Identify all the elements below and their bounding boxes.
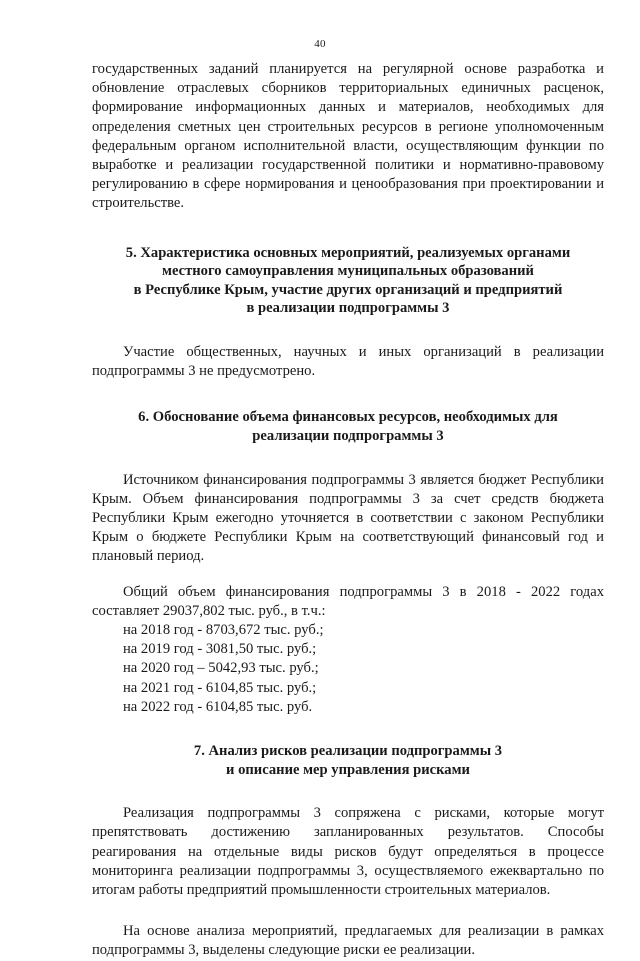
funding-year-item: на 2018 год - 8703,672 тыс. руб.; xyxy=(123,622,324,639)
section-7-paragraph-2: На основе анализа мероприятий, предлагаемых для реализации в рамках подпрограммы 3, выделены следующие риски ее реализации. xyxy=(92,923,604,959)
section-7-heading-line: и описание мер управления рисками xyxy=(226,761,470,778)
section-6-heading-line: реализации подпрограммы 3 xyxy=(252,428,444,444)
funding-year-item: на 2020 год – 5042,93 тыс. руб.; xyxy=(123,660,319,677)
section-6-heading-line: 6. Обоснование объема финансовых ресурсов, необходимых для xyxy=(138,409,558,426)
section-6-heading xyxy=(92,408,604,445)
page-content xyxy=(92,60,604,961)
section-6-paragraph-2: Общий объем финансирования подпрограммы 3 в 2018 - 2022 годах составляет 29037,802 тыс. руб., в т.ч.: xyxy=(92,583,604,619)
section-6-paragraph-1: Источником финансирования подпрограммы 3 является бюджет Республики Крым. Объем финансирования подпрограммы 3 за счет средств бюджета Республики Крым ежегодно уточняется в соответствии с законом Республики Крым о бюджете Республики Крым на соответствующий финансовый год и плановый период. xyxy=(92,471,604,565)
section-5-heading-line: 5. Характеристика основных мероприятий, реализуемых органами xyxy=(125,244,571,261)
section-5-heading-line: в реализации подпрограммы 3 xyxy=(246,300,450,317)
section-5-heading-line: местного самоуправления муниципальных образований xyxy=(162,263,534,280)
section-5-heading xyxy=(92,244,604,318)
section-5-heading-line: в Республике Крым, участие других организаций и предприятий xyxy=(133,281,563,298)
intro-paragraph: государственных заданий планируется на регулярной основе разработка и обновление отраслевых сборников территориальных единичных расценок, формирование информационных данных и материалов, необходимых для определения сметных цен строительных ресурсов в регионе уполномоченным федеральным органом исполнительной власти, осуществляющим функции по выработке и реализации государственной политики и нормативно-правовому регулированию в сфере нормирования и ценообразования при проектировании и строительстве. xyxy=(92,61,604,212)
page-number: 40 xyxy=(314,38,326,50)
funding-year-item: на 2019 год - 3081,50 тыс. руб.; xyxy=(123,641,317,658)
funding-by-year-list xyxy=(92,621,604,717)
section-7-heading-line: 7. Анализ рисков реализации подпрограммы 3 xyxy=(193,743,503,760)
section-5-paragraph: Участие общественных, научных и иных организаций в реализации подпрограммы 3 не предусмотрено. xyxy=(92,344,604,380)
section-7-paragraph-1: Реализация подпрограммы 3 сопряжена с рисками, которые могут препятствовать достижению запланированных результатов. Способы реагирования на отдельные виды рисков будут определяться в процессе мониторинга реализации подпрограммы 3, осуществляемого ежеквартально по итогам работы предприятий промышленности строительных материалов. xyxy=(92,805,604,899)
funding-year-item: на 2022 год - 6104,85 тыс. руб. xyxy=(123,698,313,715)
section-7-heading xyxy=(92,742,604,779)
funding-year-item: на 2021 год - 6104,85 тыс. руб.; xyxy=(123,679,317,696)
